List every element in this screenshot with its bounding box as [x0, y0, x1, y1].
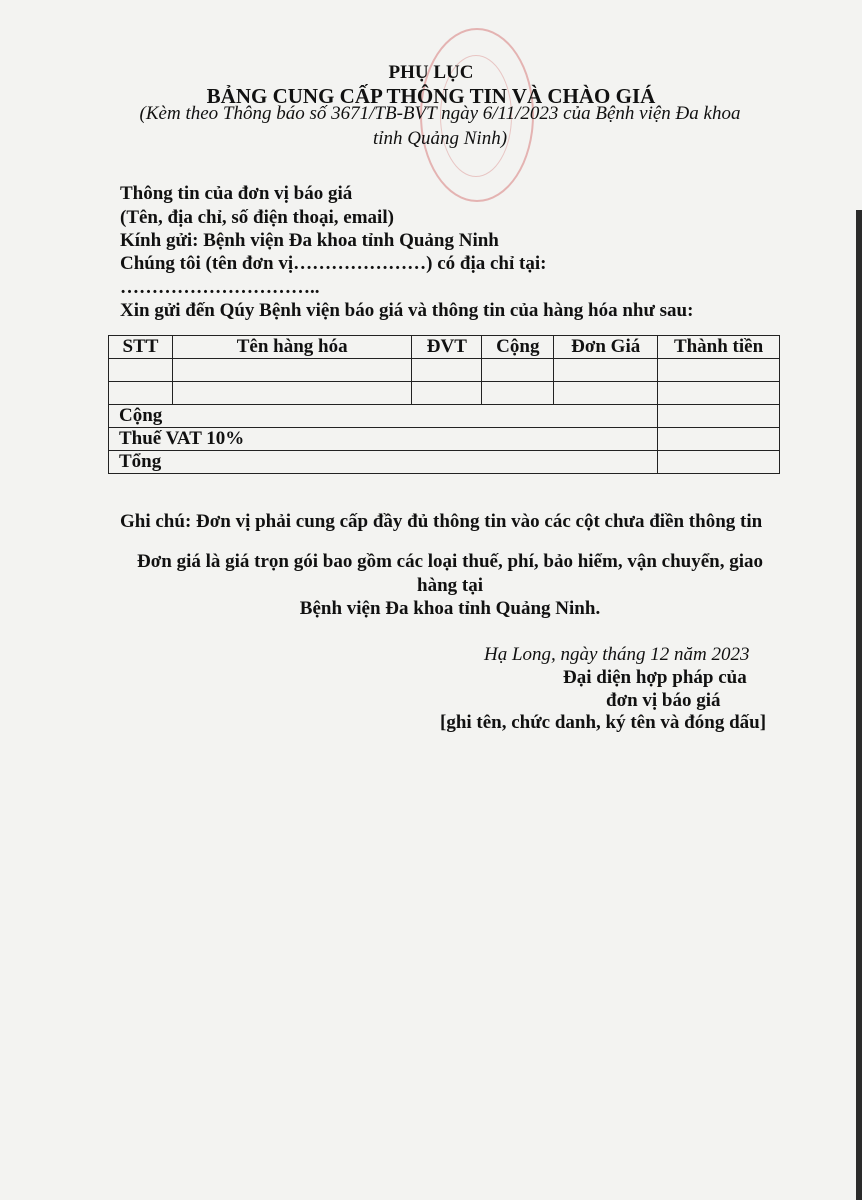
intro-line-1: Thông tin của đơn vị báo giá: [120, 183, 353, 204]
note-price-terms: Đơn giá là giá trọn gói bao gồm các loại thuế, phí, bảo hiểm, vận chuyển, giao hàng tại: [137, 551, 763, 596]
intro-company-address: Chúng tôi (tên đơn vị…………………) có địa chỉ tại:: [120, 253, 547, 274]
quote-table: [108, 335, 780, 474]
subtotal-row: [109, 405, 780, 428]
header-unit-price: Đơn Giá: [554, 336, 658, 359]
intro-recipient: Kính gửi: Bệnh viện Đa khoa tỉnh Quảng Ninh: [120, 230, 499, 251]
header-stt: STT: [109, 336, 173, 359]
table-row: [109, 359, 780, 382]
reference-line-2: tỉnh Quảng Ninh): [372, 128, 508, 149]
signature-line-2: đơn vị báo giá: [606, 690, 721, 711]
intro-dots: …………………………..: [120, 277, 320, 298]
vat-label: Thuế VAT 10%: [109, 428, 658, 451]
scan-edge: [856, 210, 862, 1200]
signature-instructions: [ghi tên, chức danh, ký tên và đóng dấu]: [440, 712, 767, 733]
signature-date: Hạ Long, ngày tháng 12 năm 2023: [484, 644, 750, 665]
document-title: BẢNG CUNG CẤP THÔNG TIN VÀ CHÀO GIÁ: [206, 84, 656, 108]
header-item-name: Tên hàng hóa: [172, 336, 411, 359]
reference-line-1: (Kèm theo Thông báo số 3671/TB-BVT ngày 6/11/2023 của Bệnh viện Đa khoa: [139, 103, 741, 124]
intro-request: Xin gửi đến Qúy Bệnh viện báo giá và thông tin của hàng hóa như sau:: [120, 300, 694, 321]
header-unit: ĐVT: [412, 336, 482, 359]
table-row: [109, 382, 780, 405]
table-header-row: [109, 336, 780, 359]
vat-row: [109, 428, 780, 451]
appendix-heading: PHỤ LỤC: [388, 62, 474, 83]
note-delivery-location: Bệnh viện Đa khoa tỉnh Quảng Ninh.: [299, 598, 601, 619]
header-amount: Thành tiền: [658, 336, 780, 359]
total-label: Tổng: [109, 451, 658, 474]
intro-line-2: (Tên, địa chỉ, số điện thoại, email): [120, 207, 394, 228]
signature-line-1: Đại diện hợp pháp của: [563, 667, 747, 688]
header-quantity: Cộng: [482, 336, 554, 359]
note-required-info: Ghi chú: Đơn vị phải cung cấp đầy đủ thông tin vào các cột chưa điền thông tin: [120, 511, 763, 532]
total-row: [109, 451, 780, 474]
subtotal-label: Cộng: [109, 405, 658, 428]
